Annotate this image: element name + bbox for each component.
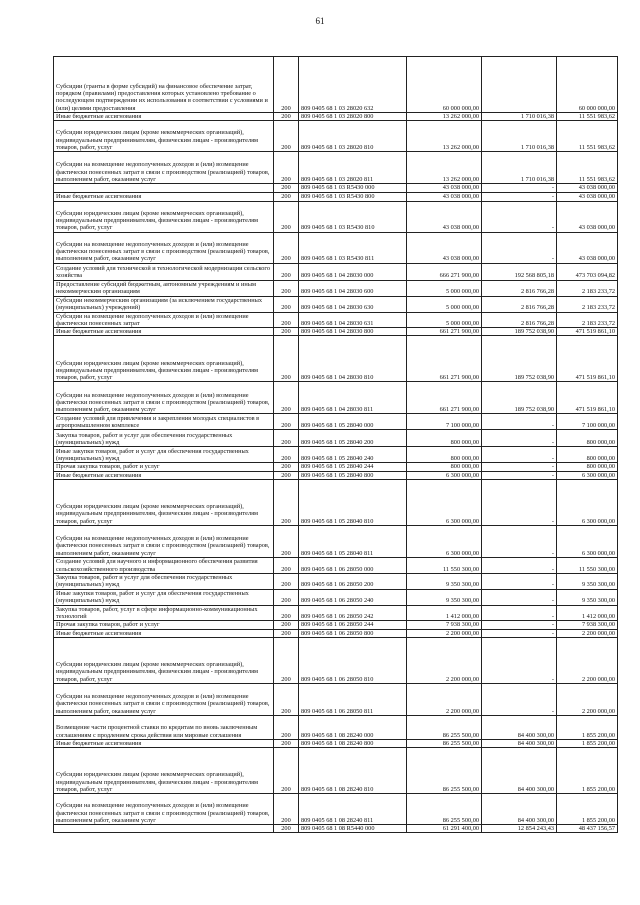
row-approved-cell: 5 000 000,00 <box>407 296 482 312</box>
row-approved-cell: 9 350 300,00 <box>407 574 482 590</box>
table-row <box>54 201 618 232</box>
row-executed-cell: - <box>482 447 557 463</box>
row-executed-cell: - <box>482 232 557 263</box>
table-row <box>54 232 618 263</box>
row-approved-cell: 800 000,00 <box>407 463 482 471</box>
table-row <box>54 280 618 296</box>
row-classification-cell: 809 0405 68 1 06 28050 800 <box>299 629 407 637</box>
row-line-code-cell: 200 <box>274 447 299 463</box>
row-unexecuted-cell: 2 183 233,72 <box>557 312 618 328</box>
row-executed-cell: 1 710 016,38 <box>482 152 557 184</box>
row-classification-cell: 809 0405 68 1 06 28050 810 <box>299 637 407 683</box>
table-row <box>54 558 618 574</box>
row-executed-cell: - <box>482 414 557 430</box>
row-name-cell <box>54 825 274 833</box>
row-classification-cell: 809 0405 68 1 08 R5440 000 <box>299 825 407 833</box>
row-approved-cell: 6 300 000,00 <box>407 526 482 558</box>
row-executed-cell: 12 854 243,43 <box>482 825 557 833</box>
row-classification-cell: 809 0405 68 1 04 28030 600 <box>299 280 407 296</box>
row-approved-cell: 61 291 400,00 <box>407 825 482 833</box>
row-line-code-cell: 200 <box>274 748 299 794</box>
row-unexecuted-cell: 11 551 983,62 <box>557 152 618 184</box>
row-line-code-cell: 200 <box>274 629 299 637</box>
row-executed-cell: - <box>482 430 557 447</box>
row-name-cell: Иные закупки товаров, работ и услуг для обеспечения государственных (муниципальных) нужд <box>54 447 274 463</box>
table-row <box>54 629 618 637</box>
row-executed-cell: 192 568 805,18 <box>482 263 557 280</box>
table-row <box>54 621 618 629</box>
row-line-code-cell: 200 <box>274 526 299 558</box>
row-name-cell: Иные бюджетные ассигнования <box>54 629 274 637</box>
table-row <box>54 683 618 715</box>
row-unexecuted-cell: 9 350 300,00 <box>557 574 618 590</box>
row-approved-cell: 13 262 000,00 <box>407 121 482 152</box>
row-executed-cell: - <box>482 480 557 526</box>
row-name-cell: Субсидии юридическим лицам (кроме некоммерческих организаций), индивидуальным предпринимателям, физическим лицам - производителям товаров, работ, услуг <box>54 121 274 152</box>
table-row <box>54 121 618 152</box>
row-executed-cell: - <box>482 574 557 590</box>
row-unexecuted-cell: 2 200 000,00 <box>557 637 618 683</box>
row-name-cell: Иные бюджетные ассигнования <box>54 471 274 479</box>
row-line-code-cell: 200 <box>274 263 299 280</box>
row-line-code-cell: 200 <box>274 414 299 430</box>
row-unexecuted-cell: 1 855 200,00 <box>557 739 618 747</box>
table-row <box>54 296 618 312</box>
row-approved-cell: 9 350 300,00 <box>407 589 482 605</box>
row-unexecuted-cell: 43 038 000,00 <box>557 232 618 263</box>
row-classification-cell: 809 0405 68 1 05 28040 240 <box>299 447 407 463</box>
row-line-code-cell: 200 <box>274 558 299 574</box>
budget-execution-table <box>53 56 618 833</box>
row-unexecuted-cell: 60 000 000,00 <box>557 57 618 113</box>
row-executed-cell: - <box>482 463 557 471</box>
table-row <box>54 336 618 382</box>
table-row <box>54 463 618 471</box>
row-executed-cell: - <box>482 629 557 637</box>
row-line-code-cell: 200 <box>274 683 299 715</box>
row-line-code-cell: 200 <box>274 715 299 739</box>
row-line-code-cell: 200 <box>274 637 299 683</box>
row-classification-cell: 809 0405 68 1 03 R5430 811 <box>299 232 407 263</box>
row-executed-cell: 84 400 300,00 <box>482 739 557 747</box>
row-unexecuted-cell: 11 551 983,62 <box>557 113 618 121</box>
row-unexecuted-cell: 9 350 300,00 <box>557 589 618 605</box>
row-approved-cell: 1 412 000,00 <box>407 605 482 621</box>
row-classification-cell: 809 0405 68 1 05 28040 811 <box>299 526 407 558</box>
row-line-code-cell: 200 <box>274 328 299 336</box>
row-approved-cell: 661 271 900,00 <box>407 328 482 336</box>
row-executed-cell <box>482 57 557 113</box>
table-row <box>54 739 618 747</box>
row-name-cell: Иные бюджетные ассигнования <box>54 192 274 201</box>
table-row <box>54 152 618 184</box>
table-row <box>54 825 618 833</box>
row-line-code-cell: 200 <box>274 57 299 113</box>
row-name-cell: Субсидии юридическим лицам (кроме некоммерческих организаций), индивидуальным предпринимателям, физическим лицам - производителям товаров, работ, услуг <box>54 748 274 794</box>
row-name-cell: Иные закупки товаров, работ и услуг для обеспечения государственных (муниципальных) нужд <box>54 589 274 605</box>
row-classification-cell: 809 0405 68 1 04 28030 630 <box>299 296 407 312</box>
row-classification-cell: 809 0405 68 1 04 28030 800 <box>299 328 407 336</box>
table-row <box>54 113 618 121</box>
row-unexecuted-cell: 1 855 200,00 <box>557 715 618 739</box>
row-classification-cell: 809 0405 68 1 05 28040 000 <box>299 414 407 430</box>
row-approved-cell: 2 200 000,00 <box>407 683 482 715</box>
row-line-code-cell: 200 <box>274 201 299 232</box>
row-line-code-cell: 200 <box>274 430 299 447</box>
row-unexecuted-cell: 6 300 000,00 <box>557 526 618 558</box>
row-classification-cell: 809 0405 68 1 05 28040 810 <box>299 480 407 526</box>
row-approved-cell: 11 550 300,00 <box>407 558 482 574</box>
row-approved-cell: 6 300 000,00 <box>407 480 482 526</box>
row-unexecuted-cell: 800 000,00 <box>557 463 618 471</box>
row-name-cell: Прочая закупка товаров, работ и услуг <box>54 621 274 629</box>
row-line-code-cell: 200 <box>274 296 299 312</box>
row-name-cell: Субсидии юридическим лицам (кроме некоммерческих организаций), индивидуальным предпринимателям, физическим лицам - производителям товаров, работ, услуг <box>54 336 274 382</box>
table-row <box>54 748 618 794</box>
table-row <box>54 312 618 328</box>
row-name-cell: Субсидии на возмещение недополученных доходов и (или) возмещение фактически понесенных затрат в связи с производством (реализацией) товаров, выполнением работ, оказанием услуг <box>54 152 274 184</box>
row-classification-cell: 809 0405 68 1 03 R5430 000 <box>299 184 407 192</box>
table-row <box>54 526 618 558</box>
row-executed-cell: - <box>482 201 557 232</box>
row-unexecuted-cell: 471 519 861,10 <box>557 382 618 414</box>
table-row <box>54 574 618 590</box>
row-approved-cell: 86 255 500,00 <box>407 794 482 825</box>
row-line-code-cell: 200 <box>274 113 299 121</box>
row-approved-cell: 661 271 900,00 <box>407 336 482 382</box>
row-approved-cell: 43 038 000,00 <box>407 192 482 201</box>
row-name-cell: Предоставление субсидий бюджетным, автономным учреждениям и иным некоммерческим организациям <box>54 280 274 296</box>
row-classification-cell: 809 0405 68 1 03 28020 632 <box>299 57 407 113</box>
row-name-cell: Субсидии на возмещение недополученных доходов и (или) возмещение фактически понесенных затрат в связи с производством (реализацией) товаров, выполнением работ, оказанием услуг <box>54 683 274 715</box>
row-name-cell: Создание условий для технической и технологической модернизации сельского хозяйства <box>54 263 274 280</box>
row-executed-cell: 2 816 766,28 <box>482 296 557 312</box>
row-executed-cell: 84 400 300,00 <box>482 794 557 825</box>
row-executed-cell: - <box>482 637 557 683</box>
row-classification-cell: 809 0405 68 1 06 28050 000 <box>299 558 407 574</box>
row-classification-cell: 809 0405 68 1 05 28040 244 <box>299 463 407 471</box>
row-executed-cell: - <box>482 471 557 479</box>
row-unexecuted-cell: 2 183 233,72 <box>557 296 618 312</box>
table-row <box>54 637 618 683</box>
row-classification-cell: 809 0405 68 1 08 28240 800 <box>299 739 407 747</box>
table-body <box>54 57 618 833</box>
row-name-cell: Иные бюджетные ассигнования <box>54 739 274 747</box>
row-executed-cell: 1 710 016,38 <box>482 121 557 152</box>
table-row <box>54 382 618 414</box>
row-line-code-cell: 200 <box>274 480 299 526</box>
row-line-code-cell: 200 <box>274 280 299 296</box>
row-classification-cell: 809 0405 68 1 04 28030 811 <box>299 382 407 414</box>
row-executed-cell: 1 710 016,38 <box>482 113 557 121</box>
row-approved-cell: 5 000 000,00 <box>407 280 482 296</box>
row-approved-cell: 2 200 000,00 <box>407 637 482 683</box>
row-line-code-cell: 200 <box>274 471 299 479</box>
table-row <box>54 605 618 621</box>
row-name-cell: Иные бюджетные ассигнования <box>54 113 274 121</box>
row-name-cell: Возмещение части процентной ставки по кредитам по вновь заключенным соглашениям с продлением срока действия или мировые соглашения <box>54 715 274 739</box>
row-approved-cell: 43 038 000,00 <box>407 201 482 232</box>
row-unexecuted-cell: 7 938 300,00 <box>557 621 618 629</box>
table-row <box>54 471 618 479</box>
row-unexecuted-cell: 471 519 861,10 <box>557 336 618 382</box>
row-name-cell: Субсидии на возмещение недополученных доходов и (или) возмещение фактически понесенных затрат <box>54 312 274 328</box>
row-approved-cell: 5 000 000,00 <box>407 312 482 328</box>
row-line-code-cell: 200 <box>274 463 299 471</box>
row-approved-cell: 7 938 300,00 <box>407 621 482 629</box>
row-name-cell: Субсидии юридическим лицам (кроме некоммерческих организаций), индивидуальным предпринимателям, физическим лицам - производителям товаров, работ, услуг <box>54 480 274 526</box>
row-name-cell: Создание условий для привлечения и закрепления молодых специалистов в агропромышленном комплексе <box>54 414 274 430</box>
row-unexecuted-cell: 800 000,00 <box>557 430 618 447</box>
row-classification-cell: 809 0405 68 1 06 28050 811 <box>299 683 407 715</box>
table-row <box>54 447 618 463</box>
row-name-cell: Субсидии на возмещение недополученных доходов и (или) возмещение фактически понесенных затрат в связи с производством (реализацией) товаров, выполнением работ, оказанием услуг <box>54 526 274 558</box>
row-classification-cell: 809 0405 68 1 04 28030 631 <box>299 312 407 328</box>
table-row <box>54 480 618 526</box>
row-unexecuted-cell: 43 038 000,00 <box>557 192 618 201</box>
table-row <box>54 794 618 825</box>
row-approved-cell: 13 262 000,00 <box>407 113 482 121</box>
row-approved-cell: 666 271 900,00 <box>407 263 482 280</box>
table-row <box>54 192 618 201</box>
row-classification-cell: 809 0405 68 1 06 28050 244 <box>299 621 407 629</box>
row-line-code-cell: 200 <box>274 574 299 590</box>
row-unexecuted-cell: 43 038 000,00 <box>557 201 618 232</box>
row-line-code-cell: 200 <box>274 382 299 414</box>
row-approved-cell: 86 255 500,00 <box>407 739 482 747</box>
row-approved-cell: 661 271 900,00 <box>407 382 482 414</box>
row-classification-cell: 809 0405 68 1 08 28240 000 <box>299 715 407 739</box>
row-line-code-cell: 200 <box>274 739 299 747</box>
row-name-cell: Субсидии (гранты в форме субсидий) на финансовое обеспечение затрат, порядком (правилами) предоставления которых установлено требование о последующем подтверждении их использования в соответствии с условиями и (или) целями предоставления <box>54 57 274 113</box>
row-classification-cell: 809 0405 68 1 05 28040 200 <box>299 430 407 447</box>
table-row <box>54 184 618 192</box>
row-name-cell: Субсидии на возмещение недополученных доходов и (или) возмещение фактически понесенных затрат в связи с производством (реализацией) товаров, выполнением работ, оказанием услуг <box>54 382 274 414</box>
row-classification-cell: 809 0405 68 1 06 28050 240 <box>299 589 407 605</box>
row-name-cell: Субсидии юридическим лицам (кроме некоммерческих организаций), индивидуальным предпринимателям, физическим лицам - производителям товаров, работ, услуг <box>54 637 274 683</box>
row-executed-cell: - <box>482 558 557 574</box>
row-name-cell: Закупка товаров, работ и услуг для обеспечения государственных (муниципальных) нужд <box>54 430 274 447</box>
row-approved-cell: 800 000,00 <box>407 447 482 463</box>
row-unexecuted-cell: 11 550 300,00 <box>557 558 618 574</box>
row-approved-cell: 13 262 000,00 <box>407 152 482 184</box>
table-row <box>54 430 618 447</box>
row-name-cell: Закупка товаров, работ и услуг для обеспечения государственных (муниципальных) нужд <box>54 574 274 590</box>
row-line-code-cell: 200 <box>274 336 299 382</box>
row-name-cell: Субсидии на возмещение недополученных доходов и (или) возмещение фактически понесенных затрат в связи с производством (реализацией) товаров, выполнением работ, оказанием услуг <box>54 232 274 263</box>
table-row <box>54 57 618 113</box>
row-executed-cell: 2 816 766,28 <box>482 280 557 296</box>
row-classification-cell: 809 0405 68 1 04 28030 810 <box>299 336 407 382</box>
row-classification-cell: 809 0405 68 1 03 R5430 810 <box>299 201 407 232</box>
row-classification-cell: 809 0405 68 1 08 28240 810 <box>299 748 407 794</box>
row-executed-cell: 2 816 766,28 <box>482 312 557 328</box>
row-line-code-cell: 200 <box>274 184 299 192</box>
row-executed-cell: 84 400 300,00 <box>482 748 557 794</box>
row-approved-cell: 7 100 000,00 <box>407 414 482 430</box>
row-line-code-cell: 200 <box>274 312 299 328</box>
row-name-cell: Субсидии юридическим лицам (кроме некоммерческих организаций), индивидуальным предпринимателям, физическим лицам - производителям товаров, работ, услуг <box>54 201 274 232</box>
table-row <box>54 414 618 430</box>
row-approved-cell: 800 000,00 <box>407 430 482 447</box>
row-unexecuted-cell: 2 183 233,72 <box>557 280 618 296</box>
row-name-cell: Прочая закупка товаров, работ и услуг <box>54 463 274 471</box>
row-unexecuted-cell: 2 200 000,00 <box>557 683 618 715</box>
row-line-code-cell: 200 <box>274 825 299 833</box>
row-unexecuted-cell: 1 855 200,00 <box>557 794 618 825</box>
row-classification-cell: 809 0405 68 1 04 28030 000 <box>299 263 407 280</box>
row-executed-cell: 189 752 038,90 <box>482 382 557 414</box>
row-executed-cell: - <box>482 605 557 621</box>
row-unexecuted-cell: 48 437 156,57 <box>557 825 618 833</box>
row-unexecuted-cell: 473 703 094,82 <box>557 263 618 280</box>
row-classification-cell: 809 0405 68 1 06 28050 242 <box>299 605 407 621</box>
row-executed-cell: 189 752 038,90 <box>482 336 557 382</box>
table-row <box>54 715 618 739</box>
row-unexecuted-cell: 471 519 861,10 <box>557 328 618 336</box>
row-approved-cell: 6 300 000,00 <box>407 471 482 479</box>
row-executed-cell: - <box>482 589 557 605</box>
row-classification-cell: 809 0405 68 1 03 R5430 800 <box>299 192 407 201</box>
row-classification-cell: 809 0405 68 1 08 28240 811 <box>299 794 407 825</box>
row-unexecuted-cell: 2 200 000,00 <box>557 629 618 637</box>
row-unexecuted-cell: 43 038 000,00 <box>557 184 618 192</box>
page-number: 61 <box>315 16 325 26</box>
row-name-cell: Создание условий для научного и информационного обеспечения развития сельскохозяйственного производства <box>54 558 274 574</box>
row-executed-cell: 189 752 038,90 <box>482 328 557 336</box>
row-approved-cell: 86 255 500,00 <box>407 715 482 739</box>
row-executed-cell: - <box>482 192 557 201</box>
row-line-code-cell: 200 <box>274 232 299 263</box>
row-executed-cell: - <box>482 621 557 629</box>
row-unexecuted-cell: 7 100 000,00 <box>557 414 618 430</box>
row-unexecuted-cell: 1 855 200,00 <box>557 748 618 794</box>
row-approved-cell: 43 038 000,00 <box>407 232 482 263</box>
row-name-cell: Субсидии некоммерческим организациям (за исключением государственных (муниципальных) учреждений) <box>54 296 274 312</box>
row-line-code-cell: 200 <box>274 605 299 621</box>
row-name-cell: Иные бюджетные ассигнования <box>54 328 274 336</box>
row-line-code-cell: 200 <box>274 621 299 629</box>
row-unexecuted-cell: 6 300 000,00 <box>557 471 618 479</box>
row-classification-cell: 809 0405 68 1 03 28020 810 <box>299 121 407 152</box>
row-unexecuted-cell: 11 551 983,62 <box>557 121 618 152</box>
row-approved-cell: 86 255 500,00 <box>407 748 482 794</box>
row-approved-cell: 60 000 000,00 <box>407 57 482 113</box>
row-unexecuted-cell: 800 000,00 <box>557 447 618 463</box>
row-classification-cell: 809 0405 68 1 03 28020 800 <box>299 113 407 121</box>
row-line-code-cell: 200 <box>274 589 299 605</box>
row-name-cell: Закупка товаров, работ, услуг в сфере информационно-коммуникационных технологий <box>54 605 274 621</box>
row-executed-cell: 84 400 300,00 <box>482 715 557 739</box>
row-name-cell <box>54 184 274 192</box>
table-row <box>54 328 618 336</box>
row-line-code-cell: 200 <box>274 794 299 825</box>
row-unexecuted-cell: 1 412 000,00 <box>557 605 618 621</box>
table-row <box>54 589 618 605</box>
row-name-cell: Субсидии на возмещение недополученных доходов и (или) возмещение фактически понесенных затрат в связи с производством (реализацией) товаров, выполнением работ, оказанием услуг <box>54 794 274 825</box>
row-line-code-cell: 200 <box>274 152 299 184</box>
row-line-code-cell: 200 <box>274 121 299 152</box>
row-approved-cell: 2 200 000,00 <box>407 629 482 637</box>
row-classification-cell: 809 0405 68 1 06 28050 200 <box>299 574 407 590</box>
table-row <box>54 263 618 280</box>
row-executed-cell: - <box>482 683 557 715</box>
row-executed-cell: - <box>482 184 557 192</box>
row-approved-cell: 43 038 000,00 <box>407 184 482 192</box>
row-unexecuted-cell: 6 300 000,00 <box>557 480 618 526</box>
row-executed-cell: - <box>482 526 557 558</box>
row-classification-cell: 809 0405 68 1 03 28020 811 <box>299 152 407 184</box>
row-classification-cell: 809 0405 68 1 05 28040 800 <box>299 471 407 479</box>
row-line-code-cell: 200 <box>274 192 299 201</box>
